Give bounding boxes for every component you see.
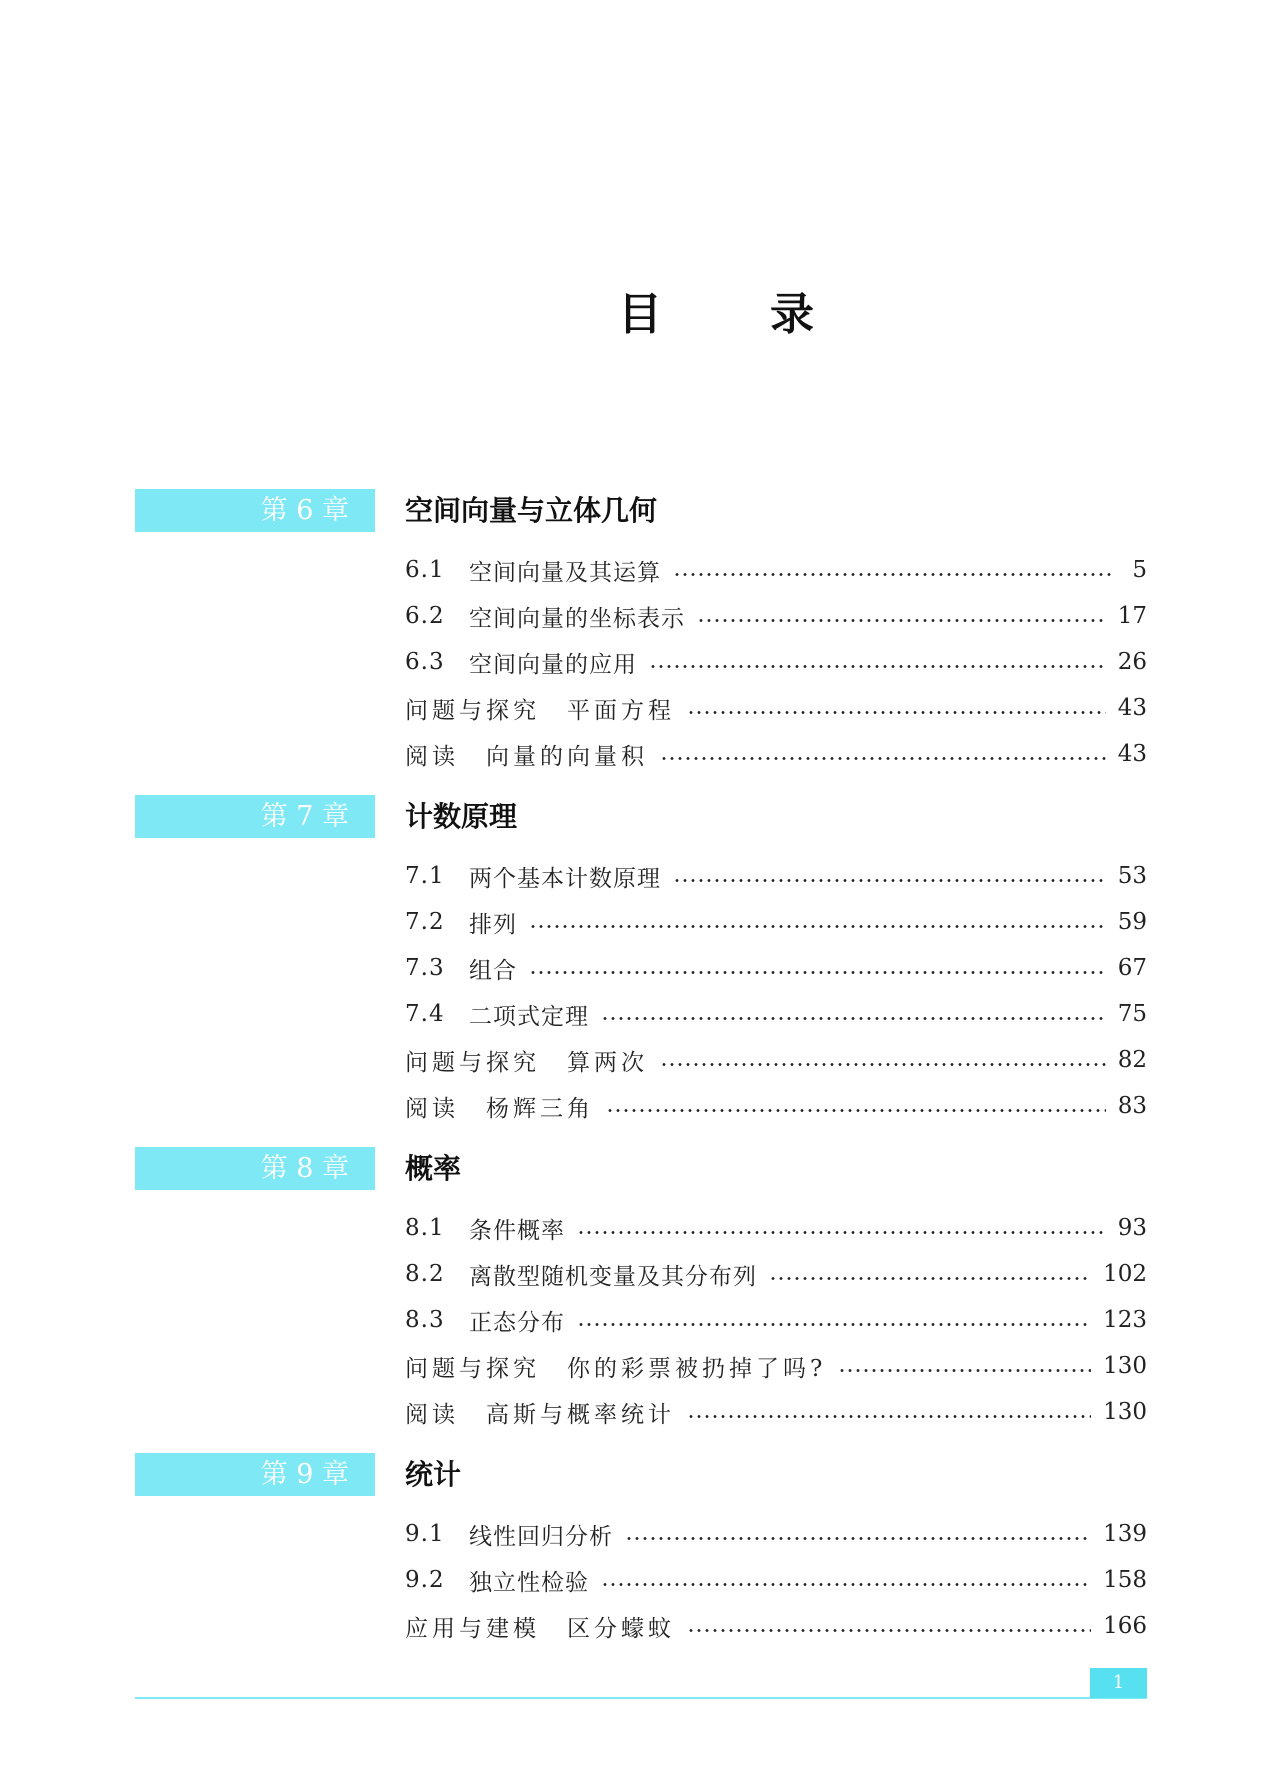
dot-leader <box>577 1231 1106 1234</box>
chapter-label: 第 9 章 <box>135 1453 375 1496</box>
dot-leader <box>625 1537 1091 1540</box>
entry-number: 9.2 <box>405 1567 445 1593</box>
entry-title: 阅读 高斯与概率统计 <box>405 1401 675 1428</box>
entry-title: 空间向量及其运算 <box>469 559 661 586</box>
dot-leader <box>577 1323 1091 1326</box>
entry-page: 130 <box>1103 1353 1147 1379</box>
entry-number: 8.3 <box>405 1307 445 1333</box>
toc-entry[interactable] <box>405 639 1147 685</box>
dot-leader <box>660 1063 1106 1066</box>
entry-page: 158 <box>1103 1567 1147 1593</box>
entry-number: 9.1 <box>405 1521 445 1547</box>
entry-number: 7.4 <box>405 1001 445 1027</box>
chapter-title: 空间向量与立体几何 <box>405 494 658 527</box>
entry-title: 问题与探究 算两次 <box>405 1049 648 1076</box>
entry-page: 59 <box>1117 909 1147 935</box>
dot-leader <box>687 1415 1091 1418</box>
entry-title: 独立性检验 <box>469 1569 589 1596</box>
toc-entry[interactable] <box>405 593 1147 639</box>
entry-title: 阅读 杨辉三角 <box>405 1095 594 1122</box>
entry-title: 正态分布 <box>469 1309 565 1336</box>
toc-entry[interactable] <box>405 1511 1147 1557</box>
page-number: 1 <box>1090 1668 1147 1698</box>
entry-page: 130 <box>1103 1399 1147 1425</box>
entry-page: 26 <box>1117 649 1147 675</box>
dot-leader <box>601 1583 1091 1586</box>
dot-leader <box>606 1109 1106 1112</box>
toc-entry[interactable] <box>405 1251 1147 1297</box>
dot-leader <box>660 757 1106 760</box>
chapter-label: 第 6 章 <box>135 489 375 532</box>
entry-list <box>405 1511 1147 1649</box>
toc-entry[interactable] <box>405 1205 1147 1251</box>
chapter-label: 第 7 章 <box>135 795 375 838</box>
entry-number: 6.3 <box>405 649 445 675</box>
entry-title: 应用与建模 区分蠓蚊 <box>405 1615 675 1642</box>
entry-page: 67 <box>1117 955 1147 981</box>
footer-rule <box>135 1697 1147 1699</box>
entry-list <box>405 1205 1147 1435</box>
entry-number: 8.2 <box>405 1261 445 1287</box>
entry-title: 排列 <box>469 911 517 938</box>
entry-title: 空间向量的坐标表示 <box>469 605 685 632</box>
entry-page: 53 <box>1117 863 1147 889</box>
toc-entry[interactable] <box>405 1083 1147 1129</box>
entry-page: 123 <box>1103 1307 1147 1333</box>
entry-title: 问题与探究 平面方程 <box>405 697 675 724</box>
entry-title: 离散型随机变量及其分布列 <box>469 1263 757 1290</box>
toc-entry[interactable] <box>405 1037 1147 1083</box>
dot-leader <box>673 879 1106 882</box>
dot-leader <box>838 1369 1091 1372</box>
dot-leader <box>649 665 1106 668</box>
page-title: 目录 <box>618 289 922 340</box>
entry-page: 83 <box>1117 1093 1147 1119</box>
dot-leader <box>601 1017 1106 1020</box>
entry-title: 问题与探究 你的彩票被扔掉了吗? <box>405 1355 827 1382</box>
entry-number: 7.1 <box>405 863 445 889</box>
entry-title: 组合 <box>469 957 517 984</box>
entry-page: 93 <box>1117 1215 1147 1241</box>
entry-page: 82 <box>1117 1047 1147 1073</box>
chapter-title: 概率 <box>405 1152 462 1185</box>
toc-entry[interactable] <box>405 1389 1147 1435</box>
dot-leader <box>697 619 1106 622</box>
entry-page: 17 <box>1117 603 1147 629</box>
entry-page: 43 <box>1117 695 1147 721</box>
dot-leader <box>529 971 1106 974</box>
dot-leader <box>529 925 1106 928</box>
entry-page: 139 <box>1103 1521 1147 1547</box>
toc-entry[interactable] <box>405 1603 1147 1649</box>
toc-entry[interactable] <box>405 945 1147 991</box>
entry-title: 二项式定理 <box>469 1003 589 1030</box>
entry-list <box>405 853 1147 1129</box>
toc-entry[interactable] <box>405 853 1147 899</box>
toc-entry[interactable] <box>405 1343 1147 1389</box>
dot-leader <box>687 1629 1091 1632</box>
entry-number: 6.1 <box>405 557 445 583</box>
entry-page: 43 <box>1117 741 1147 767</box>
entry-page: 102 <box>1103 1261 1147 1287</box>
chapter-title: 计数原理 <box>405 800 518 833</box>
dot-leader <box>673 573 1115 576</box>
entry-title: 线性回归分析 <box>469 1523 613 1550</box>
toc-entry[interactable] <box>405 1297 1147 1343</box>
dot-leader <box>687 711 1106 714</box>
toc-entry[interactable] <box>405 547 1147 593</box>
entry-page: 5 <box>1132 557 1147 583</box>
entry-page: 75 <box>1117 1001 1147 1027</box>
chapter-label: 第 8 章 <box>135 1147 375 1190</box>
toc-entry[interactable] <box>405 685 1147 731</box>
toc-entry[interactable] <box>405 899 1147 945</box>
entry-number: 7.3 <box>405 955 445 981</box>
toc-entry[interactable] <box>405 991 1147 1037</box>
entry-number: 6.2 <box>405 603 445 629</box>
entry-title: 空间向量的应用 <box>469 651 637 678</box>
toc-entry[interactable] <box>405 1557 1147 1603</box>
entry-title: 两个基本计数原理 <box>469 865 661 892</box>
entry-page: 166 <box>1103 1613 1147 1639</box>
chapter-title: 统计 <box>405 1458 462 1491</box>
entry-number: 7.2 <box>405 909 445 935</box>
entry-title: 阅读 向量的向量积 <box>405 743 648 770</box>
toc-entry[interactable] <box>405 731 1147 777</box>
entry-title: 条件概率 <box>469 1217 565 1244</box>
entry-number: 8.1 <box>405 1215 445 1241</box>
dot-leader <box>769 1277 1091 1280</box>
entry-list <box>405 547 1147 777</box>
